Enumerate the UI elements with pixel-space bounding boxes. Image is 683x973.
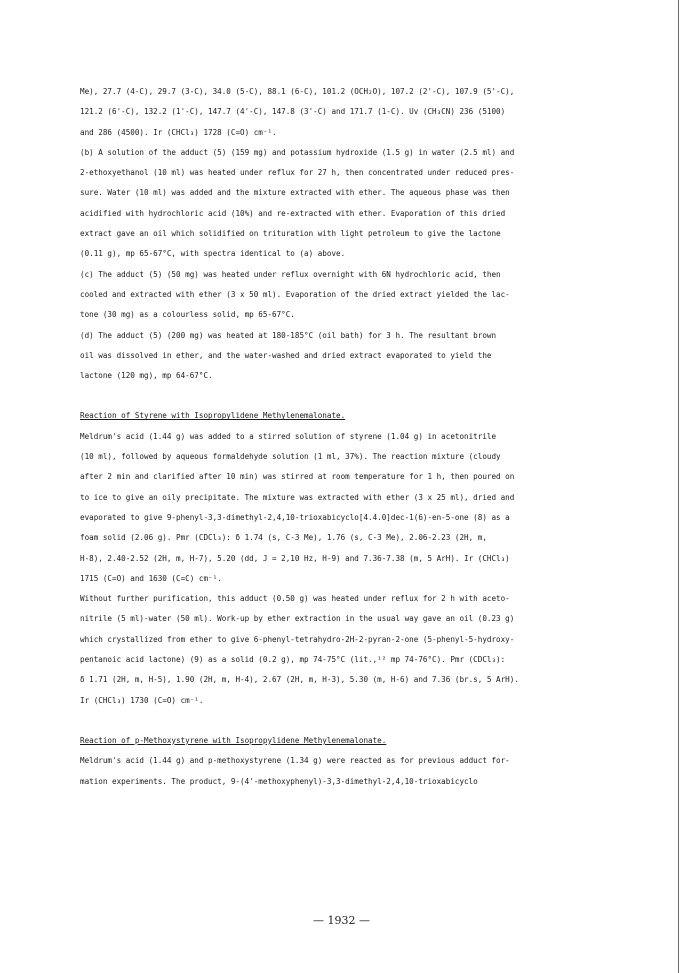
text-line: tone (30 mg) as a colourless solid, mp 65-67°C.	[80, 310, 295, 320]
text-line: after 2 min and clarified after 10 min) was stirred at room temperature for 1 h, then poured on	[80, 472, 515, 482]
text-line: and 286 (4500). Ir (CHCl₃) 1728 (C=O) cm⁻¹.	[80, 127, 277, 137]
text-line: δ 1.71 (2H, m, H-5), 1.90 (2H, m, H-4), 2.67 (2H, m, H-3), 5.30 (m, H-6) and 7.36 (br.s, 5 ArH).	[80, 675, 519, 685]
section-gap	[80, 711, 626, 731]
text-line: pentanoic acid lactone) (9) as a solid (0.2 g), mp 74-75°C (lit.,¹² mp 74-76°C). Pmr (CDCl₃):	[80, 655, 506, 665]
paragraph-3	[80, 265, 626, 326]
text-line: to ice to give an oily precipitate. The mixture was extracted with ether (3 x 25 ml), dried and	[80, 492, 515, 502]
page-number: — 1932 —	[313, 914, 370, 927]
text-line: foam solid (2.06 g). Pmr (CDCl₃): δ 1.74 (s, C-3 Me), 1.76 (s, C-3 Me), 2.06-2.23 (2H, m,	[80, 533, 487, 543]
text-line: 2-ethoxyethanol (10 ml) was heated under reflux for 27 h, then concentrated under reduced pres-	[80, 168, 515, 178]
paragraph-2	[80, 143, 626, 265]
text-line: Meldrum's acid (1.44 g) was added to a stirred solution of styrene (1.04 g) in acetonitrile	[80, 431, 497, 441]
text-line: acidified with hydrochloric acid (10%) and re-extracted with ether. Evaporation of this dried	[80, 208, 506, 218]
text-line: (10 ml), followed by aqueous formaldehyde solution (1 ml, 37%). The reaction mixture (cloudy	[80, 452, 501, 462]
section-gap	[80, 386, 626, 406]
text-line: (c) The adduct (5) (50 mg) was heated under reflux overnight with 6N hydrochloric acid, then	[80, 269, 501, 279]
text-line: 121.2 (6'-C), 132.2 (1'-C), 147.7 (4'-C), 147.8 (3'-C) and 171.7 (1-C). Uv (CH₃CN) 236 (5100)	[80, 107, 506, 117]
paragraph-5	[80, 427, 626, 589]
text-line: Ir (CHCl₃) 1730 (C=O) cm⁻¹.	[80, 695, 204, 705]
text-line: mation experiments. The product, 9-(4'-methoxyphenyl)-3,3-dimethyl-2,4,10-trioxabicyclo	[80, 776, 478, 786]
scan-edge-line	[678, 0, 679, 973]
text-line: extract gave an oil which solidified on trituration with light petroleum to give the lactone	[80, 229, 501, 239]
text-line: Without further purification, this adduct (0.50 g) was heated under reflux for 2 h with aceto-	[80, 594, 510, 604]
text-line: which crystallized from ether to give 6-phenyl-tetrahydro-2H-2-pyran-2-one (5-phenyl-5-hydroxy-	[80, 634, 515, 644]
text-line: Me), 27.7 (4-C), 29.7 (3-C), 34.0 (5-C), 88.1 (6-C), 101.2 (OCH₂O), 107.2 (2'-C), 107.9 (5'-C),	[80, 87, 515, 96]
section-heading-styrene: Reaction of Styrene with Isopropylidene Methylenemalonate.	[80, 411, 346, 421]
text-line: (0.11 g), mp 65-67°C, with spectra identical to (a) above.	[80, 249, 346, 259]
text-line: (d) The adduct (5) (200 mg) was heated at 180-185°C (oil bath) for 3 h. The resultant brown	[80, 330, 497, 340]
text-line: H-8), 2.40-2.52 (2H, m, H-7), 5.20 (dd, J = 2,10 Hz, H-9) and 7.36-7.38 (m, 5 ArH). Ir (CHCl₃)	[80, 553, 510, 563]
text-line: sure. Water (10 ml) was added and the mixture extracted with ether. The aqueous phase was then	[80, 188, 510, 198]
text-line: (b) A solution of the adduct (5) (159 mg) and potassium hydroxide (1.5 g) in water (2.5 ml) and	[80, 147, 515, 157]
paragraph-4	[80, 326, 626, 387]
paragraph-1	[80, 82, 626, 143]
text-line: evaporated to give 9-phenyl-3,3-dimethyl-2,4,10-trioxabicyclo[4.4.0]dec-1(6)-en-5-one (8) as a	[80, 512, 510, 522]
text-line: lactone (120 mg), mp 64-67°C.	[80, 371, 213, 381]
text-line: nitrile (5 ml)-water (50 ml). Work-up by ether extraction in the usual way gave an oil (0.23 g)	[80, 614, 515, 624]
text-line: Meldrum's acid (1.44 g) and p-methoxystyrene (1.34 g) were reacted as for previous adduct for-	[80, 756, 510, 766]
section-heading-methoxystyrene: Reaction of p-Methoxystyrene with Isopropylidene Methylenemalonate.	[80, 735, 387, 745]
text-line: 1715 (C=O) and 1630 (C=C) cm⁻¹.	[80, 573, 222, 583]
text-line: oil was dissolved in ether, and the water-washed and dried extract evaporated to yield the	[80, 350, 492, 360]
paragraph-6	[80, 589, 626, 711]
text-line: cooled and extracted with ether (3 x 50 ml). Evaporation of the dried extract yielded the lac-	[80, 289, 510, 299]
paragraph-7	[80, 751, 626, 792]
page-body	[80, 82, 626, 792]
